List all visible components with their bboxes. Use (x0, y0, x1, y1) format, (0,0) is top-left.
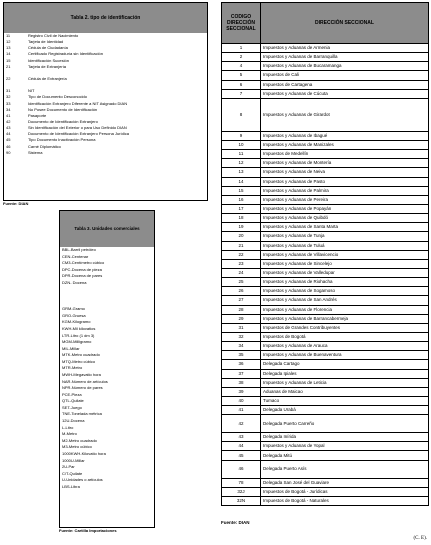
seccional-code: 45 (222, 451, 261, 460)
table3-row: MTK-Metro cuadrado (62, 352, 100, 358)
seccional-code: 7 (222, 89, 261, 98)
seccional-row (222, 89, 429, 98)
seccional-row (222, 250, 429, 259)
table2-name: Identificación Sucesión (28, 57, 69, 63)
table2-name: Identificación Extranjero Diferente a NIT Asignado DIAN (28, 100, 128, 106)
seccional-row (222, 131, 429, 140)
table2-name: Cédula de Ciudadanía (28, 45, 68, 51)
seccional-name: Impuestos y Aduanas de Buenaventura (261, 351, 429, 360)
seccional-row (222, 186, 429, 195)
seccional-code: 27 (222, 296, 261, 305)
seccional-code: 44 (222, 442, 261, 451)
seccional-code: 38 (222, 378, 261, 387)
table2-code: 45 (6, 137, 11, 143)
seccional-code: 17 (222, 204, 261, 213)
seccional-name: Impuestos de Bogotá - Naturales (261, 496, 429, 505)
table2-code: 12 (6, 39, 11, 45)
table2-code: 11 (6, 33, 11, 38)
seccional-row (222, 378, 429, 387)
seccional-code: 22 (222, 250, 261, 259)
seccional-name: Impuestos y Aduanas de Leticia (261, 378, 429, 387)
table2-code: 44 (6, 131, 11, 137)
seccional-code: 43 (222, 433, 261, 442)
seccional-name: Delegada San José del Guaviare (261, 478, 429, 487)
table3-row (60, 286, 154, 293)
seccional-code: 32J (222, 487, 261, 496)
table2-code: 46 (6, 143, 11, 149)
seccional-code: 29 (222, 314, 261, 323)
seccional-code: 39 (222, 387, 261, 396)
seccional-name: Delegada Mitú (261, 451, 429, 460)
table3-row: LTR-Litro (1 dm 3) (62, 332, 95, 338)
seccional-row (222, 223, 429, 232)
table3-row: 1000KWH-Kilovatio hora (62, 450, 106, 456)
seccional-name: Impuestos y Aduanas de Barrancabermeja (261, 314, 429, 323)
table3-row: M3-Metro cúbico (62, 444, 92, 450)
seccional-code: 32 (222, 332, 261, 341)
table3-row: DPC-Docena de pieza (62, 266, 102, 272)
seccional-name: Impuestos y Aduanas de Palmira (261, 186, 429, 195)
table3-row: TNE-Tonelada métrica (62, 411, 102, 417)
seccional-row (222, 232, 429, 241)
table3-row: GRM-Gramo (62, 306, 85, 312)
seccional-code: 37 (222, 369, 261, 378)
seccional-code: 18 (222, 214, 261, 223)
seccional-code: 13 (222, 168, 261, 177)
table2-name: NIT (28, 88, 35, 94)
seccional-row (222, 195, 429, 204)
seccional-name: Impuestos y Aduanas de San Andrés (261, 296, 429, 305)
seccional-code: 6 (222, 80, 261, 89)
table3-row: 1000U-Millar (62, 457, 85, 463)
table2-code: 43 (6, 125, 11, 131)
seccional-row (222, 53, 429, 62)
table2-code: 33 (6, 100, 11, 106)
seccional-code: 78 (222, 478, 261, 487)
table-tipo-identificacion (3, 2, 208, 201)
seccional-name: Impuestos y Aduanas de Sogamoso (261, 287, 429, 296)
seccional-row (222, 460, 429, 478)
table2-code: 15 (6, 57, 11, 63)
seccional-name: Tumaco (261, 396, 429, 405)
table2-name: No Posee Documento de Identificación (28, 106, 98, 112)
table2-name: Tipo Documento Inactivación Persona (28, 137, 96, 143)
table3-row: MWH-Megavatio hora (62, 371, 101, 377)
seccional-code: 28 (222, 305, 261, 314)
table3-row: U-Unidades o artículos (62, 477, 103, 483)
table3-row: MTR-Metro (62, 365, 83, 371)
seccional-code: 40 (222, 396, 261, 405)
seccional-code: 25 (222, 278, 261, 287)
seccional-name: Impuestos y Aduanas de Pasto (261, 177, 429, 186)
seccional-row (222, 433, 429, 442)
table3-row: L-Litro (62, 424, 74, 430)
seccional-code: 46 (222, 460, 261, 478)
table3-row: QTL-Quilate (62, 398, 84, 404)
table-unidades-comerciales (59, 210, 155, 528)
seccional-code: 9 (222, 131, 261, 140)
seccional-name: Aduanas de Maicao (261, 387, 429, 396)
seccional-row (222, 150, 429, 159)
seccional-row (222, 62, 429, 71)
table2-name: Documento de Identificación Extranjero Persona Jurídica (28, 131, 129, 137)
table2-name: Tipo de Documento Desconocido (28, 94, 87, 100)
seccional-code: 35 (222, 351, 261, 360)
seccional-code: 26 (222, 287, 261, 296)
seccional-name: Impuestos y Aduanas de Villavicencio (261, 250, 429, 259)
seccional-row (222, 496, 429, 505)
table2-name: Carné Diplomático (28, 143, 61, 149)
seccional-code: 11 (222, 150, 261, 159)
seccional-name: Impuestos y Aduanas de Arauca (261, 342, 429, 351)
seccional-code: 5 (222, 71, 261, 80)
table2-code: 32 (6, 94, 11, 100)
seccional-row (222, 478, 429, 487)
seccional-code: 21 (222, 241, 261, 250)
seccional-name: Delegada Cartago (261, 360, 429, 369)
seccional-name: Impuestos y Aduanas de Santa Marta (261, 223, 429, 232)
table2-row (4, 150, 207, 156)
seccional-name: Impuestos y Aduanas de Girardot (261, 98, 429, 131)
seccional-body (222, 44, 429, 506)
seccional-row (222, 415, 429, 433)
table3-row: DPR-Docena de pares (62, 273, 103, 279)
seccional-name: Impuestos de Medellín (261, 150, 429, 159)
seccional-row (222, 241, 429, 250)
seccional-name: Delegada Puerto Asís (261, 460, 429, 478)
seccional-row (222, 168, 429, 177)
seccional-row (222, 487, 429, 496)
table2-name: Tarjeta de Identidad (28, 39, 64, 45)
seccional-row (222, 259, 429, 268)
seccional-row (222, 314, 429, 323)
table2-name: Certificado Registraduría sin Identificación (28, 51, 103, 57)
table2-code: 22 (6, 75, 11, 81)
table3-row: MIL-Millar (62, 345, 80, 351)
seccional-code: 14 (222, 177, 261, 186)
seccional-name: Impuestos y Aduanas de Montería (261, 159, 429, 168)
seccional-row (222, 387, 429, 396)
table3-row: BBL-Barril petróleo (62, 247, 96, 252)
table3-row: SET-Juego (62, 404, 82, 410)
table3-row: CEN-Centenar (62, 253, 89, 259)
table2-code: 41 (6, 112, 11, 118)
seccional-name: Impuestos y Aduanas de Tuluá (261, 241, 429, 250)
seccional-code: 15 (222, 186, 261, 195)
table2-name: Tarjeta de Extranjería (28, 63, 67, 69)
table3-row: GRO-Gruesa (62, 312, 86, 318)
seccional-name: Delegada Puerto Carreño (261, 415, 429, 433)
table3-row: KGM-Kilogramo (62, 319, 91, 325)
table3-row: KWH-Mil kilovatios (62, 325, 96, 331)
table2-name: Sin Identificación del Exterior o para Uso Definido DIAN (28, 125, 127, 131)
table3-row: NPR-Número de pares (62, 385, 103, 391)
seccional-name: Impuestos y Aduanas de Riohacha (261, 278, 429, 287)
seccional-code: 34 (222, 342, 261, 351)
table2-name: Sistema (28, 149, 43, 155)
seccional-row (222, 332, 429, 341)
seccional-code: 31 (222, 323, 261, 332)
table3-row: C/T-Quilate (62, 470, 83, 476)
table3-row: M-Metro (62, 431, 77, 437)
table2-title: Tabla 2. tipo de identificación (4, 3, 207, 33)
seccional-name: Impuestos y Aduanas de Manizales (261, 140, 429, 149)
seccional-row (222, 406, 429, 415)
seccional-row (222, 342, 429, 351)
seccional-code: 16 (222, 195, 261, 204)
seccional-code: 41 (222, 406, 261, 415)
table2-name: Registro Civil de Nacimiento (28, 33, 79, 38)
seccional-row (222, 159, 429, 168)
seccional-name: Impuestos de Cali (261, 71, 429, 80)
seccional-name: Impuestos y Aduanas de Popayán (261, 204, 429, 213)
seccional-row (222, 396, 429, 405)
seccional-name: Impuestos de Grandes Contribuyentes (261, 323, 429, 332)
table2-code: 21 (6, 63, 11, 69)
seccional-name: Impuestos y Aduanas de Pereira (261, 195, 429, 204)
seccional-name: Impuestos y Aduanas de Ibagué (261, 131, 429, 140)
table3-row: DZN- Docena (62, 279, 87, 285)
table3-row: CM3-Centímetro cúbico (62, 260, 105, 266)
table2-code: 13 (6, 45, 11, 51)
table2-code: 14 (6, 51, 11, 57)
seccional-row (222, 323, 429, 332)
seccional-code-header: CODIGO DIRECCIÓN SECCIONAL (222, 3, 261, 44)
table3-footer: Fuente: Cartilla Importaciones (59, 528, 117, 533)
seccional-name: Impuestos y Aduanas de Cúcuta (261, 89, 429, 98)
seccional-row (222, 351, 429, 360)
table2-code: 90 (6, 149, 11, 155)
seccional-row (222, 268, 429, 277)
seccional-code: 10 (222, 140, 261, 149)
seccional-name: Impuestos y Aduanas de Sincelejo (261, 259, 429, 268)
table2-footer: Fuente: DIAN (3, 201, 29, 206)
seccional-name: Impuestos y Aduanas de Yopal (261, 442, 429, 451)
table3-row: MGM-Milligramo (62, 339, 92, 345)
table3-body (60, 247, 154, 490)
seccional-name: Impuestos y Aduanas de Barranquilla (261, 53, 429, 62)
seccional-name: Delegada Ipiales (261, 369, 429, 378)
seccional-row (222, 44, 429, 53)
seccional-name: Impuestos de Bogotá (261, 332, 429, 341)
seccional-code: 2 (222, 53, 261, 62)
table3-title: Tabla 3. Unidades comerciales (60, 211, 154, 247)
seccional-name-header: DIRECCIÓN SECCIONAL (261, 3, 429, 44)
table2-name: Documento de Identificación Extranjero (28, 118, 98, 124)
table2-code: 42 (6, 118, 11, 124)
signature-initials: (C. E). (413, 536, 427, 541)
seccional-row (222, 71, 429, 80)
seccional-name: Impuestos y Aduanas de Valledupar (261, 268, 429, 277)
seccional-name: Delegada Urabá (261, 406, 429, 415)
seccional-row (222, 98, 429, 131)
seccional-name: Impuestos de Bogotá - Jurídicas (261, 487, 429, 496)
seccional-row (222, 369, 429, 378)
seccional-code: 19 (222, 223, 261, 232)
seccional-name: Impuestos y Aduanas de Armenia (261, 44, 429, 53)
seccional-code: 4 (222, 62, 261, 71)
seccional-code: 32N (222, 496, 261, 505)
table-direccion-seccional (221, 2, 429, 506)
seccional-row (222, 204, 429, 213)
seccional-row (222, 287, 429, 296)
seccional-code: 23 (222, 259, 261, 268)
table3-row: 2U-Par (62, 464, 75, 470)
seccional-row (222, 442, 429, 451)
table2-code: 34 (6, 106, 11, 112)
table3-row: 12U-Docena (62, 418, 85, 424)
seccional-code: 12 (222, 159, 261, 168)
seccional-name: Impuestos y Aduanas de Florencia (261, 305, 429, 314)
seccional-name: Impuestos y Aduanas de Tunja (261, 232, 429, 241)
table2-name: Cédula de Extranjería (28, 75, 67, 81)
seccional-row (222, 278, 429, 287)
seccional-name: Delegada Inírida (261, 433, 429, 442)
seccional-name: Impuestos y Aduanas de Neiva (261, 168, 429, 177)
seccional-row (222, 177, 429, 186)
seccional-code: 1 (222, 44, 261, 53)
seccional-name: Impuestos y Aduanas de Quibdó (261, 214, 429, 223)
seccional-footer: Fuente: DIAN (221, 520, 250, 525)
seccional-name: Impuestos y Aduanas de Bucaramanga (261, 62, 429, 71)
seccional-name: Impuestos de Cartagena (261, 80, 429, 89)
seccional-code: 42 (222, 415, 261, 433)
table2-name: Pasaporte (28, 112, 47, 118)
table3-row: M2-Metro cuadrado (62, 437, 97, 443)
seccional-row (222, 296, 429, 305)
seccional-row (222, 451, 429, 460)
seccional-row (222, 360, 429, 369)
seccional-code: 24 (222, 268, 261, 277)
table3-row (60, 300, 154, 307)
seccional-row (222, 80, 429, 89)
seccional-code: 36 (222, 360, 261, 369)
table3-row: PCE-Pieza (62, 391, 82, 397)
seccional-code: 8 (222, 98, 261, 131)
seccional-row (222, 305, 429, 314)
table3-row: NAR-Número de artículos (62, 378, 108, 384)
table3-row: LBS-Libra (62, 483, 80, 489)
seccional-code: 20 (222, 232, 261, 241)
seccional-row (222, 140, 429, 149)
table3-row (60, 293, 154, 300)
table3-row: MTQ-Metro cúbico (62, 358, 96, 364)
table2-body (4, 33, 207, 156)
seccional-row (222, 214, 429, 223)
table2-code: 31 (6, 88, 11, 94)
